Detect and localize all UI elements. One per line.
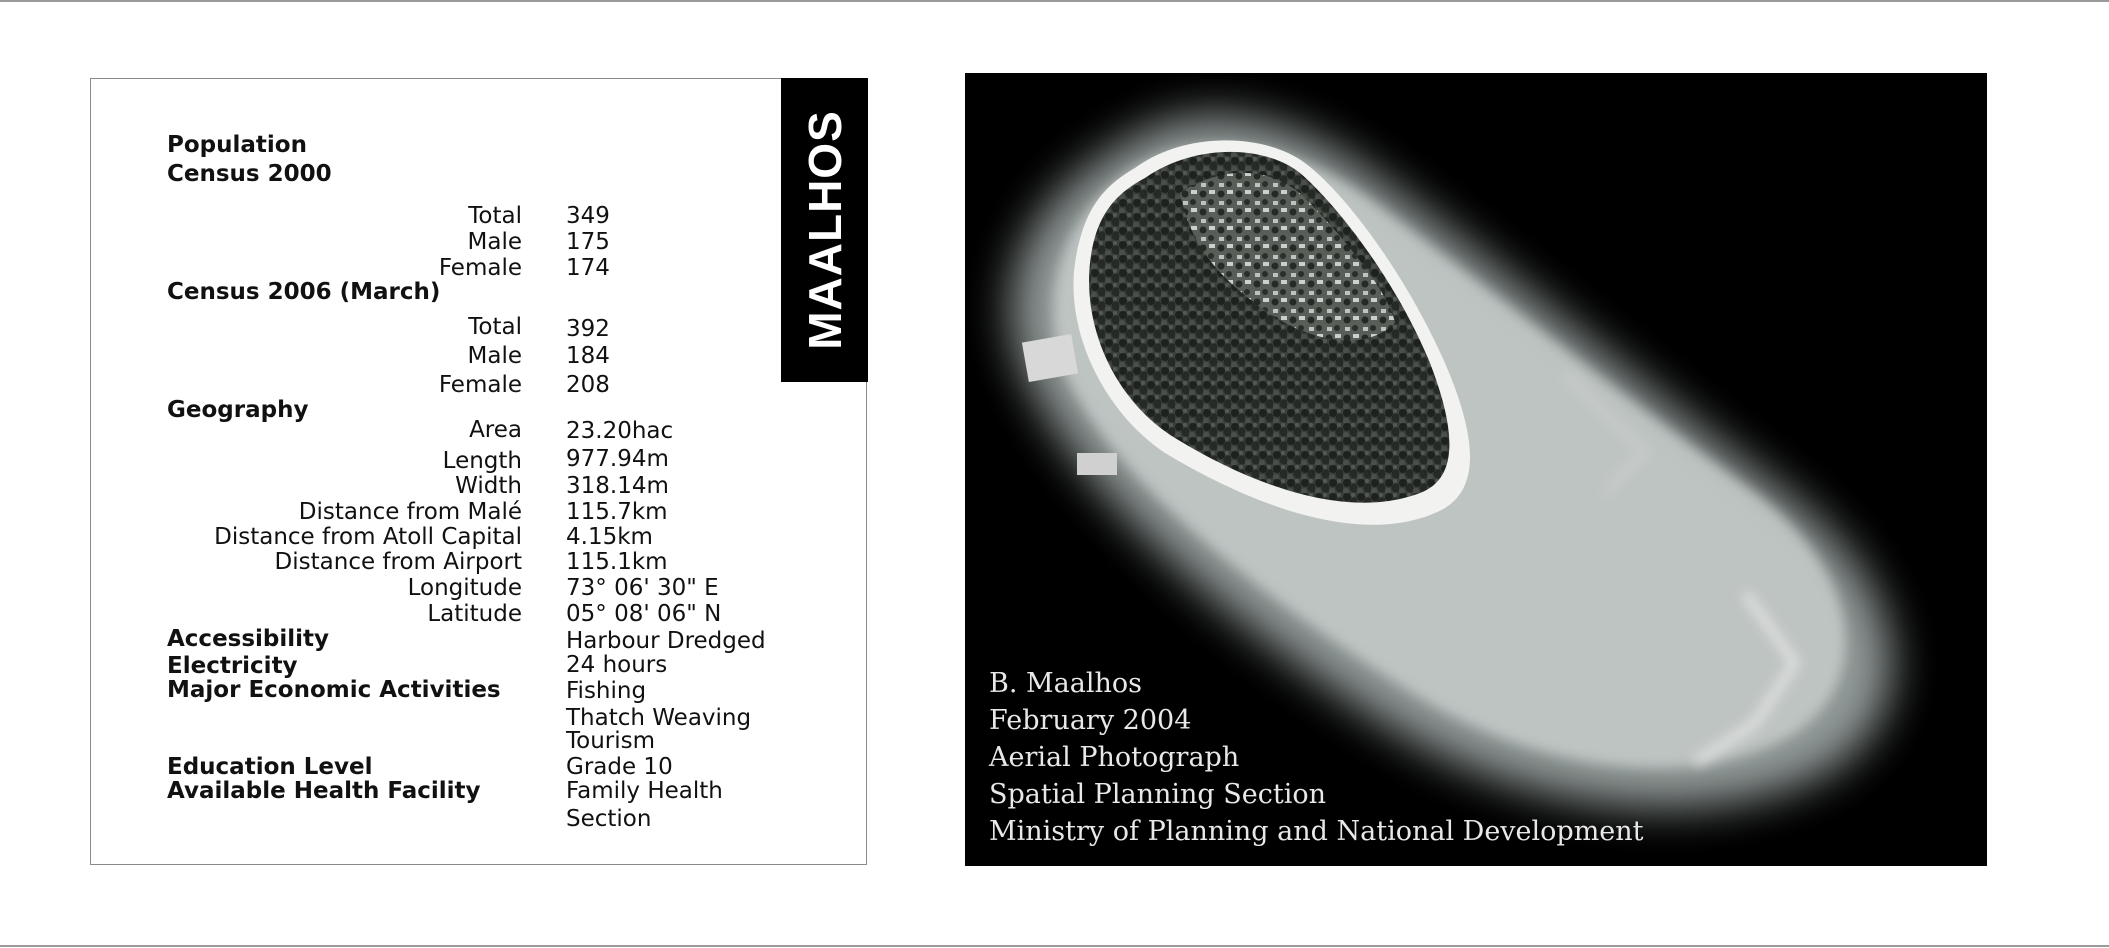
education-level-value: Grade 10	[566, 754, 673, 780]
caption-line: February 2004	[989, 705, 1192, 736]
area-value: 23.20hac	[566, 418, 674, 444]
distance-atoll-capital-value: 4.15km	[566, 524, 653, 550]
distance-male-label: Distance from Malé	[298, 499, 522, 525]
length-value: 977.94m	[566, 446, 669, 472]
caption-line: Aerial Photograph	[989, 742, 1240, 773]
census-2000-female-value: 174	[566, 255, 610, 281]
bottom-rule	[0, 945, 2109, 947]
economic-activity-item: Thatch Weaving	[566, 705, 752, 731]
census-2006-male-label: Male	[467, 343, 522, 369]
census-2006-male-value: 184	[566, 343, 610, 369]
photo-caption	[989, 665, 1644, 850]
population-heading: Population	[167, 132, 307, 158]
distance-male-value: 115.7km	[566, 499, 668, 525]
education-level-label: Education Level	[167, 754, 373, 780]
longitude-value: 73° 06' 30" E	[566, 575, 719, 601]
distance-atoll-capital-label: Distance from Atoll Capital	[214, 524, 522, 550]
census-2000-male-value: 175	[566, 229, 610, 255]
caption-line: Spatial Planning Section	[989, 779, 1326, 810]
area-label: Area	[469, 417, 522, 443]
distance-airport-label: Distance from Airport	[274, 549, 522, 575]
length-label: Length	[442, 448, 522, 474]
electricity-value: 24 hours	[566, 652, 668, 678]
health-facility-value: Family Health	[566, 778, 723, 804]
census-2000-female-label: Female	[438, 255, 522, 281]
electricity-label: Electricity	[167, 653, 298, 679]
island-name: MAALHOS	[798, 110, 851, 350]
economic-activity-item: Tourism	[566, 728, 656, 754]
census-2000-total-value: 349	[566, 203, 610, 229]
census-2006-female-value: 208	[566, 372, 610, 398]
width-value: 318.14m	[566, 473, 669, 499]
accessibility-label: Accessibility	[167, 626, 330, 652]
census-2006-heading: Census 2006 (March)	[167, 279, 441, 305]
geography-heading: Geography	[167, 397, 309, 423]
island-name-tab	[781, 78, 868, 382]
census-2006-total-value: 392	[566, 316, 610, 342]
health-facility-value: Section	[566, 806, 652, 832]
caption-line: Ministry of Planning and National Development	[989, 816, 1644, 847]
latitude-label: Latitude	[427, 601, 522, 627]
economic-activity-item: Fishing	[566, 678, 647, 704]
latitude-value: 05° 08' 06" N	[566, 601, 722, 627]
accessibility-value: Harbour Dredged	[566, 628, 766, 654]
width-label: Width	[455, 473, 522, 499]
census-2006-total-label: Total	[468, 314, 522, 340]
caption-line: B. Maalhos	[989, 668, 1142, 699]
top-rule	[0, 0, 2109, 2]
census-2000-total-label: Total	[468, 203, 522, 229]
economic-activities-label: Major Economic Activities	[167, 677, 501, 703]
census-2006-female-label: Female	[438, 372, 522, 398]
longitude-label: Longitude	[407, 575, 522, 601]
census-2000-heading: Census 2000	[167, 161, 332, 187]
health-facility-label: Available Health Facility	[167, 778, 481, 804]
aerial-photograph	[965, 73, 1987, 866]
census-2000-male-label: Male	[467, 229, 522, 255]
distance-airport-value: 115.1km	[566, 549, 668, 575]
